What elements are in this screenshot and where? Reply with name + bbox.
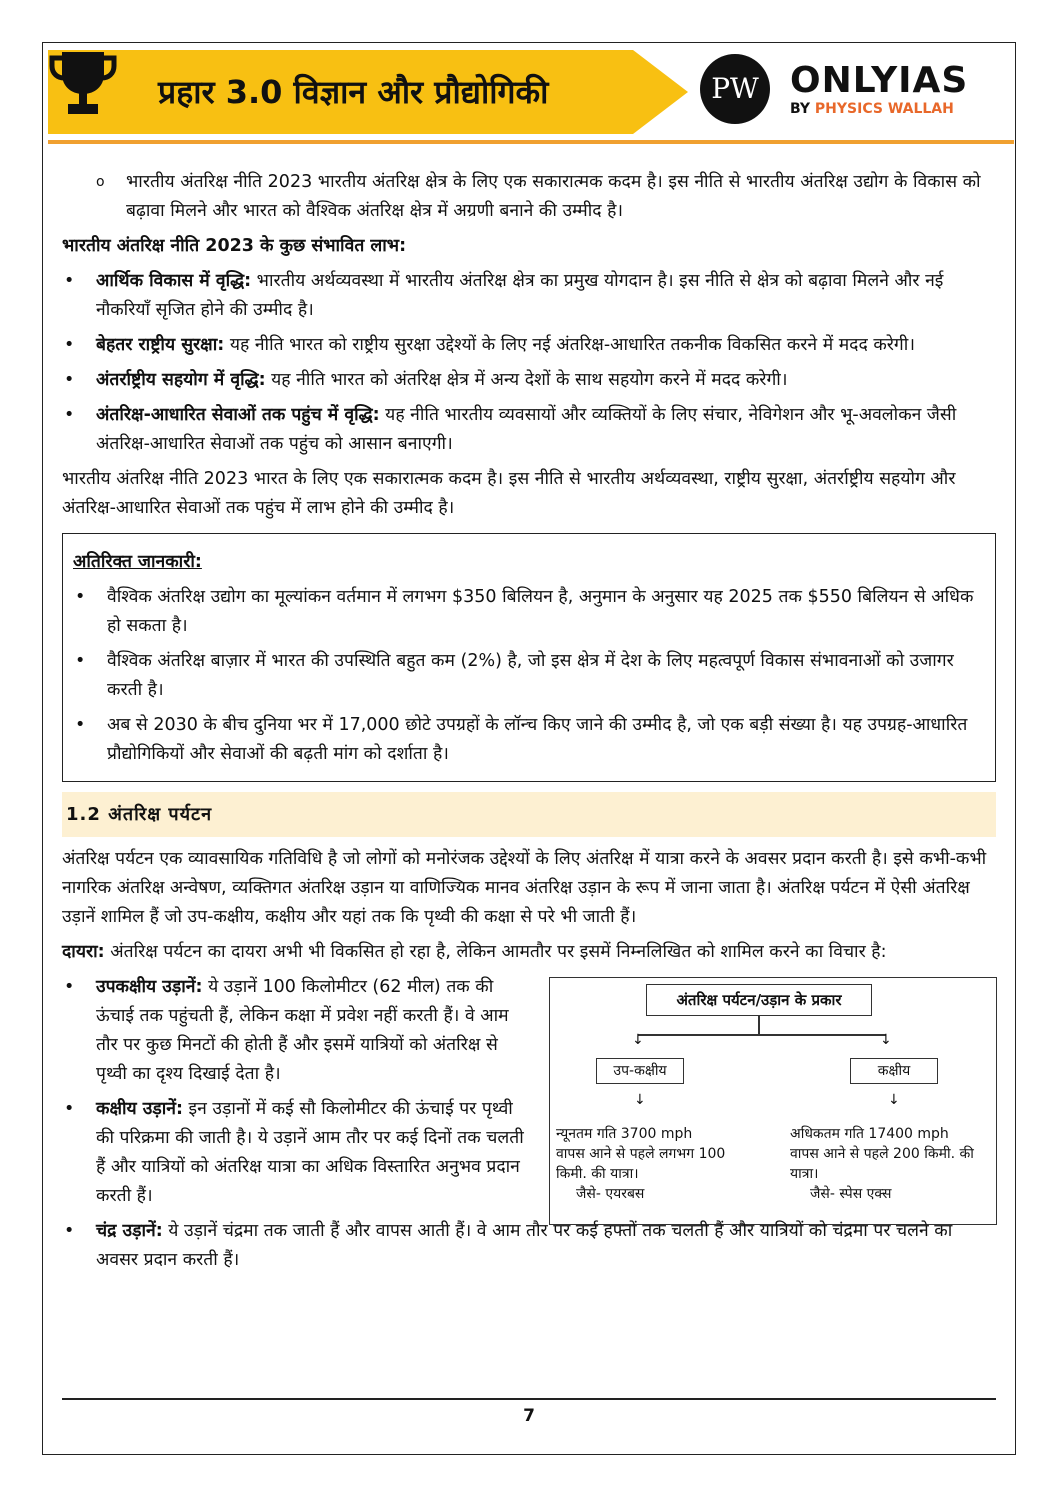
list-item: o भारतीय अंतरिक्ष नीति 2023 भारतीय अंतरिक्ष क्षेत्र के लिए एक सकारात्मक कदम है। इस नीति से भारतीय अंतरिक्ष उद्योग के विकास को बढ़ावा मिलने और भारत को वैश्विक अंतरिक्ष क्षेत्र में अग्रणी बनाने की उम्मीद है। <box>62 168 996 226</box>
diagram-root: अंतरिक्ष पर्यटन/उड़ान के प्रकार <box>646 984 872 1016</box>
diagram-node-suborbital: उप-कक्षीय <box>596 1058 684 1084</box>
main-content <box>62 168 996 1281</box>
page-title: प्रहार 3.0 विज्ञान और प्रौद्योगिकी <box>158 73 549 111</box>
page-number: 7 <box>523 1406 535 1426</box>
benefits-heading: भारतीय अंतरिक्ष नीति 2023 के कुछ संभावित लाभ: <box>62 236 407 256</box>
list-item: • कक्षीय उड़ानें: इन उड़ानों में कई सौ किलोमीटर की ऊंचाई पर पृथ्वी की परिक्रमा की जाती है। ये उड़ानें आम तौर पर कई दिनों तक चलती हैं और यात्रियों को अंतरिक्ष यात्रा का अधिक विस्तारित अनुभव प्रदान करती हैं। <box>62 1095 532 1211</box>
section-heading: 1.2 अंतरिक्ष पर्यटन <box>62 792 996 837</box>
list-item: • अंतरिक्ष-आधारित सेवाओं तक पहुंच में वृद्धि: यह नीति भारतीय व्यवसायों और व्यक्तियों के लिए संचार, नेविगेशन और भू-अवलोकन जैसी अंतरिक्ष-आधारित सेवाओं तक पहुंच को आसान बनाएगी। <box>62 401 996 459</box>
footer-divider <box>62 1398 996 1400</box>
extra-heading: अतिरिक्त जानकारी: <box>73 552 202 572</box>
scope-paragraph: दायरा: अंतरिक्ष पर्यटन का दायरा अभी भी विकसित हो रहा है, लेकिन आमतौर पर इसमें निम्नलिखित को शामिल करने का विचार है: <box>62 942 887 962</box>
pw-logo: PW <box>700 54 770 124</box>
trophy-icon <box>48 50 118 118</box>
flight-types-diagram: अंतरिक्ष पर्यटन/उड़ान के प्रकार ↓ ↓ उप-कक्षीय कक्षीय ↓ ↓ न्यूनतम गति 3700 mph वापस आने से पहले लगभग 100 किमी. की यात्रा। जैसे- एयरबस अधिकतम गति 17400 mph वापस आने से पहले 200 किमी. की यात्रा। जैसे- स्पेस एक्स <box>549 977 997 1225</box>
list-item: • वैश्विक अंतरिक्ष उद्योग का मूल्यांकन वर्तमान में लगभग $350 बिलियन है, अनुमान के अनुसार यह 2025 तक $550 बिलियन से अधिक हो सकता है। <box>73 583 985 641</box>
header-banner <box>48 50 688 134</box>
benefits-list <box>62 267 996 459</box>
extra-info-box <box>62 533 996 782</box>
list-item: • बेहतर राष्ट्रीय सुरक्षा: यह नीति भारत को राष्ट्रीय सुरक्षा उद्देश्यों के लिए नई अंतरिक्ष-आधारित तकनीक विकसित करने में मदद करेगी। <box>62 331 996 360</box>
section-paragraph: अंतरिक्ष पर्यटन एक व्यावसायिक गतिविधि है जो लोगों को मनोरंजक उद्देश्यों के लिए अंतरिक्ष में यात्रा करने के अवसर प्रदान करती है। इसे कभी-कभी नागरिक अंतरिक्ष अन्वेषण, व्यक्तिगत अंतरिक्ष उड़ान या वाणिज्यिक मानव अंतरिक्ष उड़ान के रूप में जाना जाता है। अंतरिक्ष पर्यटन में ऐसी अंतरिक्ष उड़ानें शामिल हैं जो उप-कक्षीय, कक्षीय और यहां तक कि पृथ्वी की कक्षा से परे भी जाती हैं। <box>62 849 987 927</box>
conclusion-paragraph: भारतीय अंतरिक्ष नीति 2023 भारत के लिए एक सकारात्मक कदम है। इस नीति से भारतीय अर्थव्यवस्था, राष्ट्रीय सुरक्षा, अंतर्राष्ट्रीय सहयोग और अंतरिक्ष-आधारित सेवाओं तक पहुंच में लाभ होने की उम्मीद है। <box>62 469 956 518</box>
list-item: • उपकक्षीय उड़ानें: ये उड़ानें 100 किलोमीटर (62 मील) तक की ऊंचाई तक पहुंचती हैं, लेकिन कक्षा में प्रवेश नहीं करती हैं। वे आम तौर पर कुछ मिनटों की होती हैं और इसमें यात्रियों को अंतरिक्ष से पृथ्वी का दृश्य दिखाई देता है। <box>62 973 532 1089</box>
list-item: • अंतर्राष्ट्रीय सहयोग में वृद्धि: यह नीति भारत को अंतरिक्ष क्षेत्र में अन्य देशों के साथ सहयोग करने में मदद करेगी। <box>62 366 996 395</box>
list-item: • अब से 2030 के बीच दुनिया भर में 17,000 छोटे उपग्रहों के लॉन्च किए जाने की उम्मीद है, जो एक बड़ी संख्या है। यह उपग्रह-आधारित प्रौद्योगिकियों और सेवाओं की बढ़ती मांग को दर्शाता है। <box>73 711 985 769</box>
diagram-node-orbital: कक्षीय <box>850 1058 938 1084</box>
list-item: • चंद्र उड़ानें: ये उड़ानें चंद्रमा तक जाती हैं और वापस आती हैं। वे आम तौर पर कई हफ्तों तक चलती हैं और यात्रियों को चंद्रमा पर चलने का अवसर प्रदान करती हैं। <box>62 1217 996 1275</box>
list-item: • आर्थिक विकास में वृद्धि: भारतीय अर्थव्यवस्था में भारतीय अंतरिक्ष क्षेत्र का प्रमुख योगदान है। इस नीति से क्षेत्र को बढ़ावा मिलने और नई नौकरियाँ सृजित होने की उम्मीद है। <box>62 267 996 325</box>
list-item: • वैश्विक अंतरिक्ष बाज़ार में भारत की उपस्थिति बहुत कम (2%) है, जो इस क्षेत्र में देश के लिए महत्वपूर्ण विकास संभावनाओं को उजागर करती है। <box>73 647 985 705</box>
header-divider <box>48 140 1014 144</box>
onlyias-logo: ONLYIAS BY PHYSICS WALLAH <box>790 60 969 117</box>
